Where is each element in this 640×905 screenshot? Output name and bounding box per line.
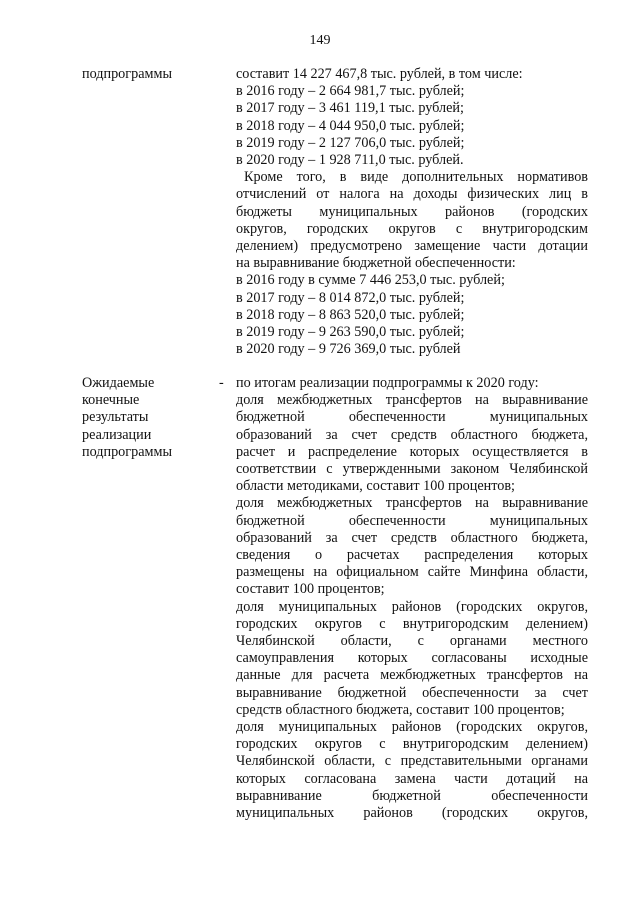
text-line: сведения о расчетах распределения которых — [236, 547, 588, 564]
text-line: области методиками, составит 100 процентов; — [236, 478, 515, 495]
text-line: самоуправления которых согласованы исходные — [236, 650, 588, 667]
section-financing-text — [236, 66, 588, 358]
text-line: доля муниципальных районов (городских округов, — [236, 598, 588, 615]
text-line: в 2017 году – 8 014 872,0 тыс. рублей; — [236, 289, 465, 306]
label-line: Ожидаемые — [82, 375, 155, 391]
text-line: доля межбюджетных трансфертов на выравнивание — [236, 392, 588, 409]
text-line: доля межбюджетных трансфертов на выравнивание — [236, 495, 588, 512]
text-line: выравнивание бюджетной обеспеченности — [236, 787, 588, 804]
page-number: 149 — [309, 33, 331, 48]
label-line: подпрограммы — [82, 66, 172, 82]
text-line: по итогам реализации подпрограммы к 2020 году: — [236, 375, 539, 391]
section-results-dash: - — [219, 375, 224, 391]
text-line: в 2016 году в сумме 7 446 253,0 тыс. рублей; — [236, 272, 505, 289]
text-line: соответствии с утвержденными законом Челябинской — [236, 461, 588, 478]
text-line: бюджетной обеспеченности муниципальных — [236, 409, 588, 426]
text-line: городских округов с внутригородским делением) — [236, 615, 588, 632]
text-line: в 2017 году – 3 461 119,1 тыс. рублей; — [236, 100, 464, 117]
text-line: в 2019 году – 2 127 706,0 тыс. рублей; — [236, 134, 465, 151]
label-line: результаты — [82, 409, 149, 426]
text-line: Кроме того, в виде дополнительных нормативов — [244, 169, 588, 186]
text-line: расчет и распределение которых осуществляется в — [236, 443, 588, 460]
section-financing-label — [82, 66, 207, 83]
label-line: конечные — [82, 392, 140, 409]
text-line: округов, городских округов с внутригородским — [236, 220, 588, 237]
text-line: в 2019 году – 9 263 590,0 тыс. рублей; — [236, 324, 465, 341]
text-line: составит 100 процентов; — [236, 581, 385, 598]
text-line: отчислений от налога на доходы физических лиц в — [236, 186, 588, 203]
text-line: бюджеты муниципальных районов (городских — [236, 203, 588, 220]
section-results-text — [236, 375, 588, 822]
text-line: в 2020 году – 1 928 711,0 тыс. рублей. — [236, 152, 464, 169]
text-line: выравнивание бюджетной обеспеченности за счет — [236, 684, 588, 701]
text-line: делением) предусмотрено замещение части дотации — [236, 238, 588, 255]
text-line: в 2018 году – 4 044 950,0 тыс. рублей; — [236, 117, 465, 134]
text-line: в 2020 году – 9 726 369,0 тыс. рублей — [236, 341, 461, 358]
text-line: бюджетной обеспеченности муниципальных — [236, 512, 588, 529]
text-line: в 2016 году – 2 664 981,7 тыс. рублей; — [236, 83, 465, 100]
text-line: которых согласована замена части дотаций на — [236, 770, 588, 787]
text-line: средств областного бюджета, составит 100 процентов; — [236, 701, 565, 718]
text-line: размещены на официальном сайте Минфина области, — [236, 564, 588, 581]
text-line: муниципальных районов (городских округов, — [236, 805, 588, 822]
section-results-label — [82, 375, 207, 461]
text-line: доля муниципальных районов (городских округов, — [236, 719, 588, 736]
text-line: образований за счет средств областного бюджета, — [236, 529, 588, 546]
text-line: составит 14 227 467,8 тыс. рублей, в том числе: — [236, 66, 523, 82]
text-line: Челябинской области, с органами местного — [236, 633, 588, 650]
text-line: на выравнивание бюджетной обеспеченности: — [236, 255, 516, 272]
text-line: данные для расчета межбюджетных трансфертов на — [236, 667, 588, 684]
label-line: подпрограммы — [82, 443, 172, 460]
text-line: в 2018 году – 8 863 520,0 тыс. рублей; — [236, 306, 465, 323]
text-line: Челябинской области, с представительными органами — [236, 753, 588, 770]
text-line: городских округов с внутригородским делением) — [236, 736, 588, 753]
label-line: реализации — [82, 426, 152, 443]
text-line: образований за счет средств областного бюджета, — [236, 426, 588, 443]
